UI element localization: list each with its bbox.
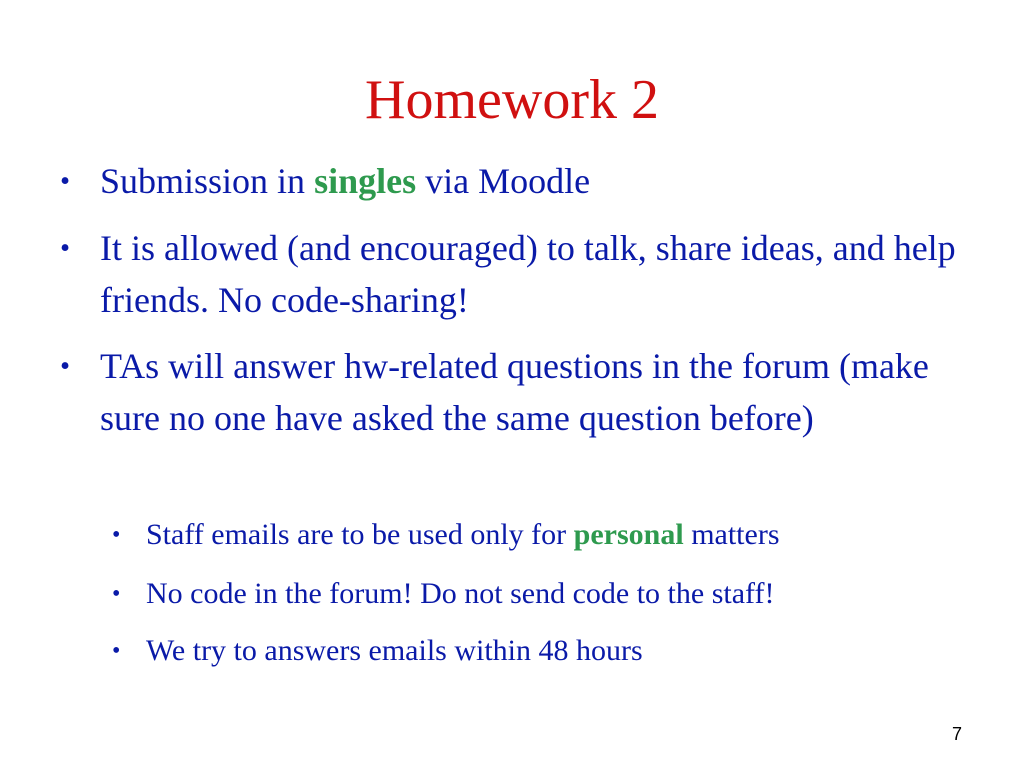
bullet-collaboration	[60, 222, 980, 326]
bullet-dot: •	[60, 232, 71, 264]
bullet-dot: •	[60, 165, 71, 197]
page-number: 7	[951, 724, 962, 744]
sub-bullet-text-before: Staff emails are to be used only for	[146, 518, 574, 551]
sub-bullet-text: We try to answers emails within 48 hours	[146, 634, 643, 667]
sub-bullet-text-after: matters	[683, 518, 780, 551]
sub-bullet-no-code	[112, 574, 1006, 614]
sub-bullet-dot: •	[112, 638, 121, 664]
sub-bullet-dot: •	[112, 522, 121, 548]
bullet-submission	[60, 155, 980, 207]
sub-bullet-text: No code in the forum! Do not send code to the staff!	[146, 577, 775, 610]
slide-title: Homework 2	[365, 69, 659, 131]
sub-bullet-staff-emails	[112, 515, 1006, 555]
sub-bullet-response-time	[112, 631, 1006, 671]
bullet-text: It is allowed (and encouraged) to talk, share ideas, and help friends. No code-sharing!	[100, 228, 956, 320]
emphasis-singles: singles	[314, 161, 417, 201]
sub-bullet-dot: •	[112, 581, 121, 607]
bullet-forum	[60, 340, 980, 444]
bullet-dot: •	[60, 350, 71, 382]
bullet-text: TAs will answer hw-related questions in the forum (make sure no one have asked the same question before)	[100, 346, 929, 438]
emphasis-personal: personal	[573, 518, 684, 551]
bullet-text-before: Submission in	[100, 161, 315, 201]
bullet-text-after: via Moodle	[416, 161, 591, 201]
